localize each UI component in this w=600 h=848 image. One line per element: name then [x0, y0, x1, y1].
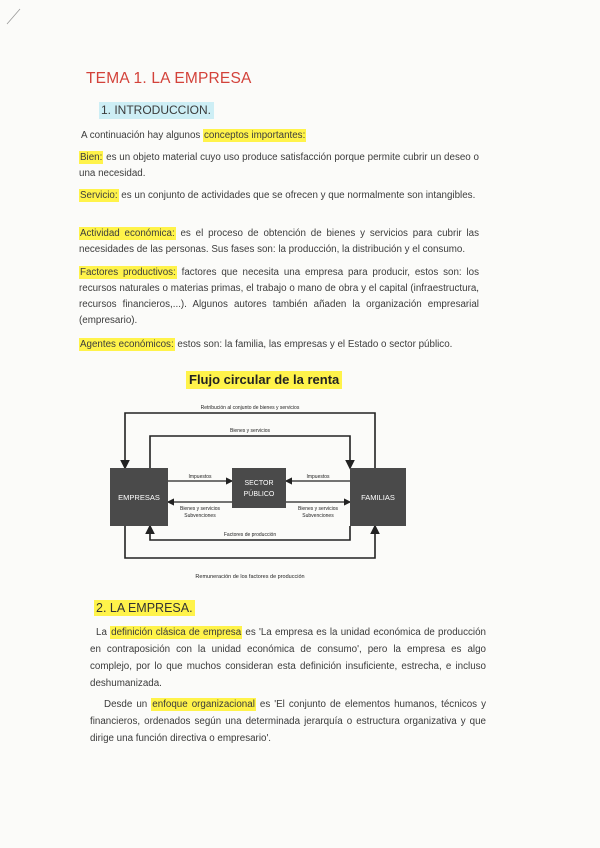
- circular-flow-diagram: [110, 398, 490, 588]
- flow-outer-top: [125, 413, 375, 468]
- label-left-subvenciones: Subvenciones: [184, 513, 216, 519]
- intro-lead-text: A continuación hay algunos: [81, 130, 204, 141]
- definition-text: es un conjunto de actividades que se ofrecen y que normalmente son intangibles.: [118, 190, 476, 201]
- paragraph-text: Desde un: [104, 699, 152, 710]
- flow-inner-top: [150, 436, 350, 468]
- definition-term: Bien:: [80, 152, 103, 163]
- label-inner-bottom: Factores de producción: [223, 532, 277, 538]
- definition-bien: [79, 150, 479, 182]
- label-right-impuestos: Impuestos: [306, 474, 330, 480]
- sector-label-1: SECTOR: [244, 480, 274, 487]
- paragraph-enfoque-organizacional: [90, 696, 486, 747]
- definition-term: Factores productivos:: [80, 267, 176, 278]
- label-outer-bottom: Remuneración de los factores de producción: [195, 574, 305, 580]
- paragraph-definicion-clasica: [90, 624, 486, 692]
- definition-text: es un objeto material cuyo uso produce satisfacción porque permite cubrir un deseo o una necesidad.: [79, 152, 479, 179]
- sector-label-2: PÚBLICO: [243, 491, 275, 498]
- section-heading-la-empresa: 2. LA EMPRESA.: [96, 601, 193, 615]
- paragraph-text: La: [96, 627, 111, 638]
- label-inner-top: Bienes y servicios: [229, 428, 271, 434]
- definition-text: factores que necesita una empresa para producir, estos son: los recursos naturales o materias primas, el trabajo o mano de obra y el capital (infraestructura, recursos financieros,...). Algunos autores también añaden la organización empresarial (empresario).: [79, 267, 479, 326]
- pen-mark: [4, 6, 24, 26]
- familias-label: FAMILIAS: [361, 493, 395, 502]
- definition-term: Actividad económica:: [80, 228, 175, 239]
- intro-lead-highlight: conceptos importantes:: [204, 130, 306, 141]
- paragraph-text: es 'El conjunto de elementos humanos, técnicos y financieros, ordenados según una determinada jerarquía o estructura organizativa y que dirige una función directiva o empresario'.: [90, 699, 486, 744]
- diagram-title: Flujo circular de la renta: [186, 371, 342, 389]
- definition-agentes-economicos: [79, 337, 479, 353]
- definition-term: Servicio:: [80, 190, 118, 201]
- definition-text: es el proceso de obtención de bienes y servicios para cubrir las necesidades de las personas. Sus fases son: la producción, la distribución y el consumo.: [79, 228, 479, 255]
- definition-actividad-economica: [79, 226, 479, 258]
- paragraph-highlight: definición clásica de empresa: [111, 627, 242, 638]
- paragraph-highlight: enfoque organizacional: [152, 699, 255, 710]
- page-title: TEMA 1. LA EMPRESA: [86, 70, 252, 87]
- label-outer-top: Retribución al conjunto de bienes y servicios: [200, 405, 300, 411]
- definition-text: estos son: la familia, las empresas y el Estado o sector público.: [174, 339, 453, 350]
- section-heading-introduccion: 1. INTRODUCCION.: [99, 102, 214, 119]
- definition-factores-productivos: [79, 265, 479, 329]
- paragraph-text: es 'La empresa es la unidad económica de producción en contraposición con la unidad económica de consumo', pero la empresa es algo complejo, por lo que muchos consideran esta definición insuficiente, estrecha, e incluso deshumanizada.: [90, 627, 486, 689]
- sector-publico-box: [232, 468, 286, 508]
- label-right-subvenciones: Subvenciones: [302, 513, 334, 519]
- definition-servicio: [79, 188, 479, 204]
- label-left-impuestos: Impuestos: [188, 474, 212, 480]
- label-left-bienes: Bienes y servicios: [179, 506, 221, 512]
- label-right-bienes: Bienes y servicios: [297, 506, 339, 512]
- intro-lead: [81, 128, 306, 144]
- definition-term: Agentes económicos:: [80, 339, 174, 350]
- empresas-label: EMPRESAS: [118, 493, 160, 502]
- flow-outer-bottom: [125, 526, 375, 558]
